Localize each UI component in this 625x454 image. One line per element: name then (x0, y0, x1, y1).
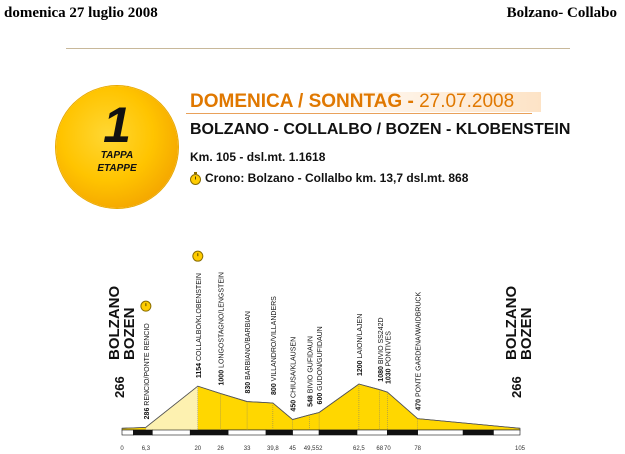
waypoint-alt: 800 (270, 381, 278, 395)
waypoint-label (245, 311, 252, 393)
km-bar-segment (122, 430, 133, 435)
km-tick-label: 39,8 (267, 446, 279, 452)
title-day: DOMENICA / SONNTAG (190, 91, 403, 112)
km-tick-label: 45 (289, 446, 296, 452)
km-bar-segment (228, 430, 266, 435)
km-bar-segment (463, 430, 493, 435)
waypoint-alt: 1200 (356, 358, 364, 376)
waypoint-label (219, 272, 226, 385)
km-tick-label: 33 (243, 446, 251, 452)
stage-stats: Km. 105 - dsl.mt. 1.1618 (190, 150, 326, 164)
waypoint-alt: 1154 (195, 361, 203, 379)
start-alt: 266 (112, 376, 127, 398)
waypoint-name: BIVIO SS242D (377, 317, 385, 365)
waypoint-label (378, 317, 385, 381)
waypoint-label (317, 326, 324, 404)
waypoint-label (416, 292, 423, 411)
waypoint-label (308, 336, 315, 407)
km-tick-label: 6,3 (141, 446, 151, 452)
km-bar-segment (357, 430, 387, 435)
km-tick-label: 62,5 (353, 446, 365, 452)
waypoint-name: GUDON/GUFIDAUN (317, 326, 325, 391)
km-bar-segment (387, 430, 417, 435)
waypoint-label (357, 314, 364, 376)
finish-name-2: BOZEN (518, 307, 535, 360)
finish-name-1: BOLZANO (503, 285, 520, 360)
waypoint-alt: 286 (143, 405, 151, 420)
waypoint-alt: 1080 (377, 364, 385, 382)
km-bar-segment (493, 430, 520, 435)
km-tick-label: 26 (217, 446, 224, 452)
stage-number: 1 (103, 97, 131, 153)
waypoint-alt: 830 (245, 379, 253, 394)
waypoint-label (196, 273, 203, 378)
km-tick-label: 78 (414, 446, 422, 452)
km-bar-segment (190, 430, 228, 435)
waypoint-name: VILLANDRO/VILLANDERS (270, 296, 278, 382)
start-name-1: BOLZANO (106, 285, 123, 360)
stage-label-tappa: TAPPA (100, 150, 134, 161)
waypoint-name: BARBIANO/BARBIAN (245, 311, 253, 380)
stage-label-etappe: ETAPPE (97, 163, 137, 174)
finish-alt: 266 (509, 376, 524, 398)
stage-route: BOLZANO - COLLALBO / BOZEN - KLOBENSTEIN (190, 121, 571, 138)
waypoint-label (271, 296, 278, 395)
waypoint-name: LAION/LAJEN (356, 313, 364, 359)
header-route: Bolzano- Collabo (506, 5, 617, 21)
waypoint-alt: 1030 (385, 366, 393, 385)
waypoint-alt: 1000 (218, 367, 226, 386)
crono-text: Crono: Bolzano - Collalbo km. 13,7 dsl.mt. 868 (205, 171, 469, 185)
waypoint-name: BIVIO GUFIDAUN (307, 336, 315, 394)
km-bar-segment (418, 430, 463, 435)
waypoint-alt: 548 (307, 393, 315, 407)
waypoint-label (385, 331, 392, 384)
km-bar-segment (319, 430, 357, 435)
km-tick-label: 49,5 (303, 446, 316, 452)
header-date: domenica 27 luglio 2008 (4, 5, 158, 21)
km-tick-label: 20 (194, 446, 202, 452)
km-bar-segment (266, 430, 293, 435)
km-tick-label: 0 (120, 446, 124, 452)
km-tick-label: 68 (376, 446, 384, 452)
waypoint-name: COLLALBO/KLOBENSTEIN (195, 273, 203, 362)
title-separator: - (402, 91, 420, 112)
waypoint-label (144, 323, 151, 420)
title-date: 27.07.2008 (419, 91, 515, 112)
waypoint-alt: 450 (290, 397, 298, 412)
km-tick-label: 52 (315, 446, 323, 452)
waypoint-name: PONTIVES (385, 331, 393, 367)
km-tick-label: 105 (514, 446, 526, 452)
waypoint-alt: 600 (317, 390, 325, 405)
stopwatch-icon (193, 251, 203, 261)
waypoint-name: RENCIO/PONTE RENCIO (143, 323, 151, 406)
waypoint-name: LONGOSTAGNO/LENGSTEIN (218, 272, 226, 368)
waypoint-label (291, 337, 298, 412)
waypoint-name: PONTE GARDENA/WAIDBRUCK (415, 291, 423, 397)
km-tick-label: 70 (383, 446, 391, 452)
km-bar-segment (133, 430, 152, 435)
waypoint-name: CHIUSA/KLAUSEN (290, 336, 298, 398)
stopwatch-icon (141, 301, 151, 311)
waypoint-alt: 470 (415, 396, 423, 411)
km-bar-segment (293, 430, 320, 435)
km-bar-segment (152, 430, 190, 435)
start-name-2: BOZEN (121, 307, 138, 360)
